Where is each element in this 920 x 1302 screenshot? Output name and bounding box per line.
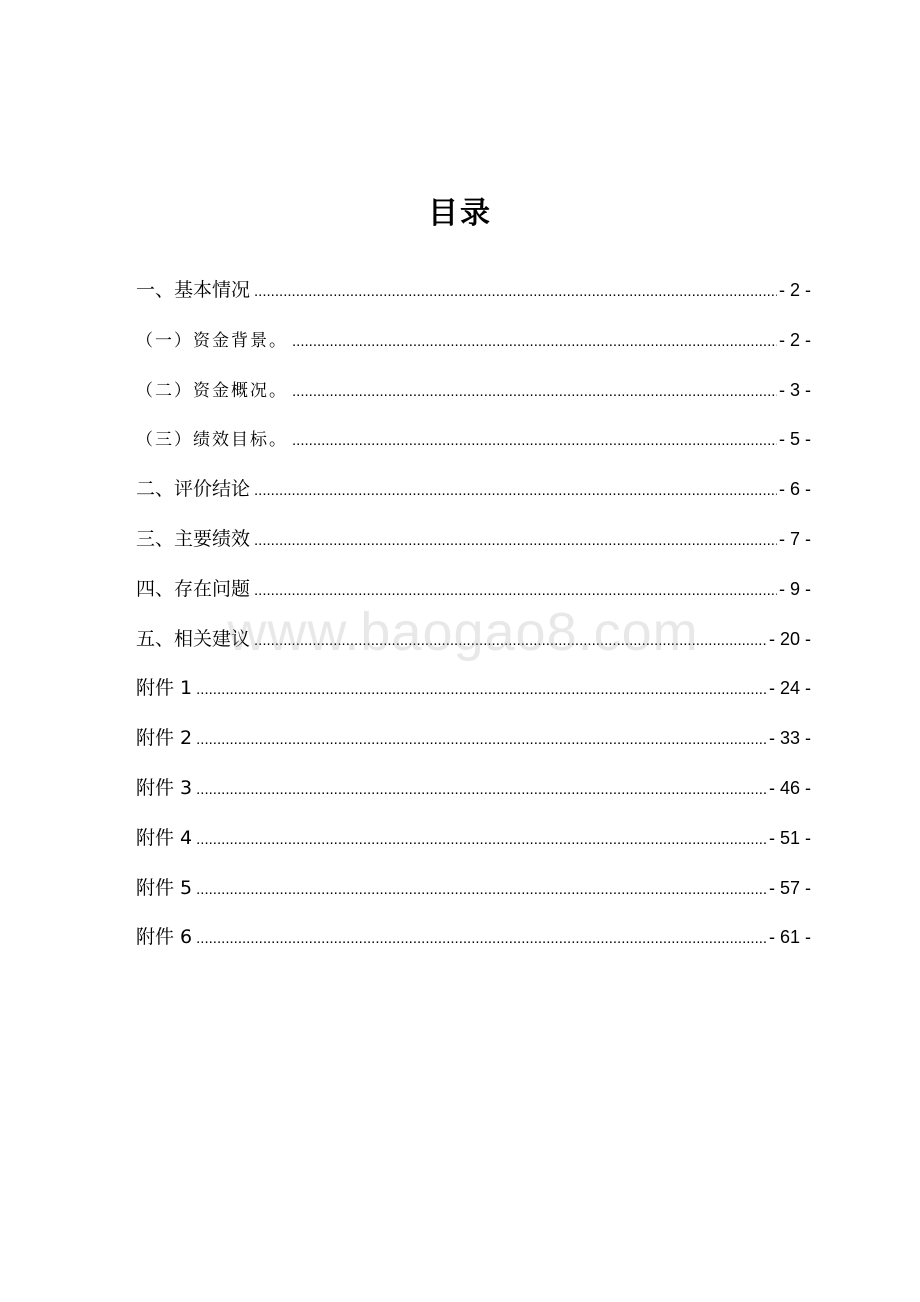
watermark: www.baogao8.com (227, 602, 699, 662)
toc-entry-page: - 2 - (778, 329, 811, 350)
toc-dot-leader (292, 322, 777, 362)
toc-entry-label: （三）绩效目标。 (136, 430, 288, 451)
toc-entry-page: - 46 - (768, 777, 811, 798)
toc-entry-page: - 6 - (778, 479, 811, 500)
toc-dot-leader (196, 770, 767, 810)
toc-entry-page: - 61 - (768, 927, 811, 948)
toc-dot-leader (254, 621, 767, 661)
toc-entry-page: - 20 - (768, 628, 811, 649)
toc-entry-label: 一、基本情况 (136, 279, 251, 301)
toc-entry-label: 附件 2 (136, 727, 193, 750)
toc-dot-leader (196, 670, 767, 710)
toc-entry[interactable] (136, 768, 811, 818)
toc-entry-page: - 51 - (768, 827, 811, 848)
toc-dot-leader (254, 471, 777, 511)
toc-entry-page: - 5 - (778, 429, 811, 450)
toc-entry-label: （一）资金背景。 (136, 330, 288, 351)
toc-entry[interactable] (136, 469, 811, 519)
toc-entry-label: 五、相关建议 (136, 627, 251, 650)
toc-dot-leader (254, 272, 777, 312)
toc-entry-label: 三、主要绩效 (136, 527, 251, 550)
toc-entry-page: - 9 - (778, 578, 811, 599)
toc-entry-label: 附件 4 (136, 826, 193, 849)
toc-entry[interactable] (136, 270, 811, 320)
toc-entry-page: - 57 - (768, 877, 811, 898)
toc-entry[interactable] (136, 619, 811, 669)
toc-subentry[interactable] (136, 370, 811, 420)
toc-dot-leader (292, 372, 777, 412)
toc-entry-page: - 7 - (778, 528, 811, 549)
toc-entry-page: - 3 - (778, 379, 811, 400)
toc-entry[interactable] (136, 818, 811, 868)
toc-entry[interactable] (136, 668, 811, 718)
toc-entry-label: 附件 3 (136, 776, 193, 799)
toc-entry[interactable] (136, 519, 811, 569)
toc-dot-leader (254, 571, 777, 611)
toc-dot-leader (196, 820, 767, 860)
toc-dot-leader (196, 870, 767, 910)
toc-entry[interactable] (136, 718, 811, 768)
toc-entry-page: - 33 - (768, 728, 811, 749)
toc-entry-label: 附件 6 (136, 926, 193, 949)
toc-entry-label: （二）资金概况。 (136, 380, 288, 401)
toc-entry-label: 附件 1 (136, 677, 193, 700)
toc-entry-label: 四、存在问题 (136, 577, 251, 600)
toc-dot-leader (196, 919, 767, 959)
toc-title: 目录 (428, 196, 492, 231)
toc-dot-leader (292, 421, 777, 461)
toc-dot-leader (196, 720, 767, 760)
toc-subentry[interactable] (136, 419, 811, 469)
toc-entry-label: 附件 5 (136, 876, 193, 899)
toc-entry-label: 二、评价结论 (136, 478, 251, 501)
toc-entry-page: - 24 - (768, 678, 811, 699)
toc-list (136, 270, 811, 967)
toc-dot-leader (254, 521, 777, 561)
toc-entry[interactable] (136, 569, 811, 619)
toc-entry[interactable] (136, 917, 811, 967)
toc-entry[interactable] (136, 868, 811, 918)
toc-subentry[interactable] (136, 320, 811, 370)
toc-entry-page: - 2 - (778, 280, 811, 300)
